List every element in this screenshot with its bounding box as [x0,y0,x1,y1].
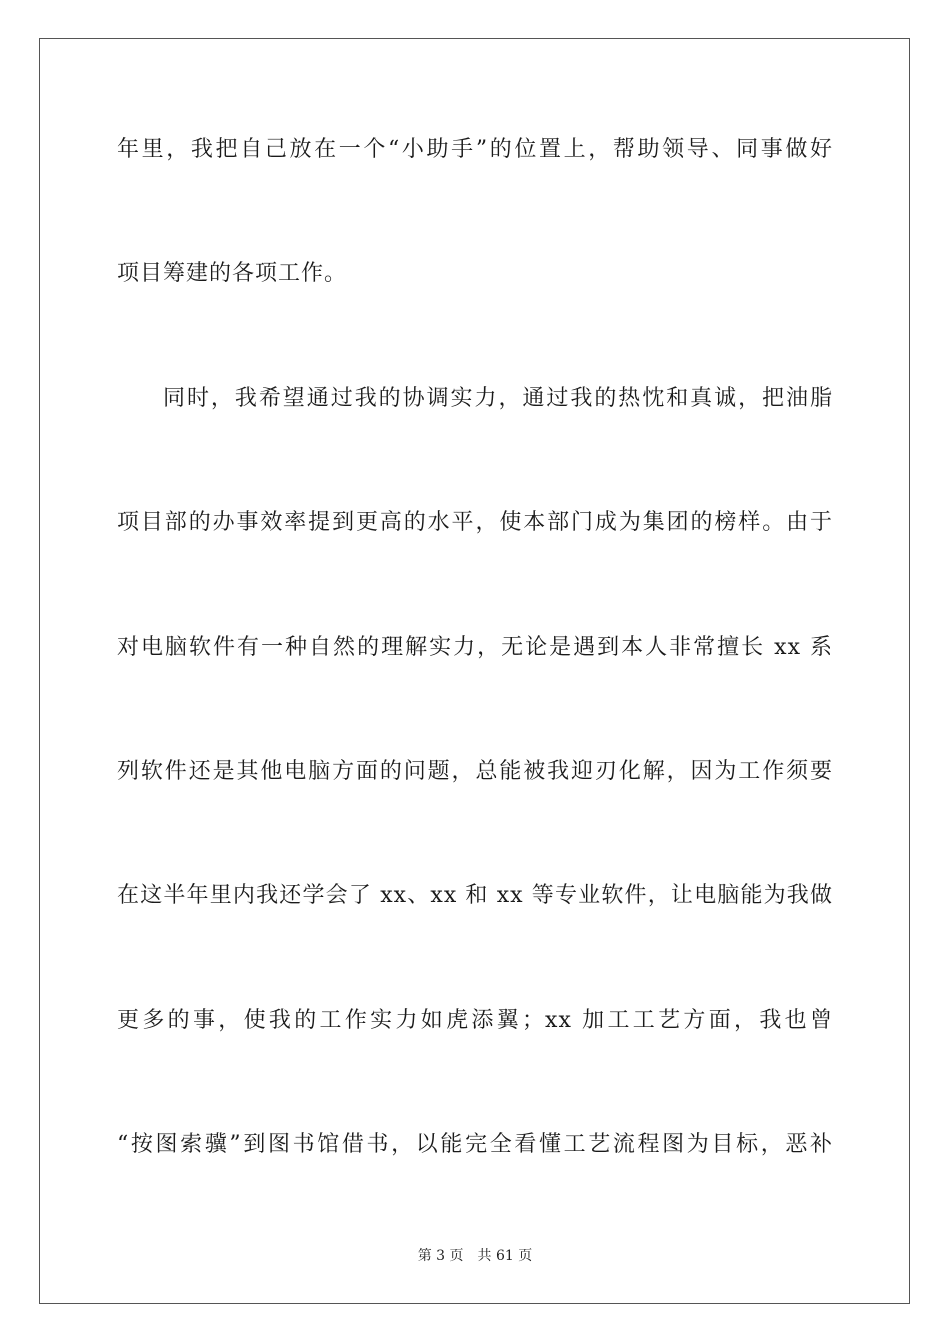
text-line-4: 项目部的办事效率提到更高的水平，使本部门成为集团的榜样。由于 [117,510,833,535]
page-footer [0,1246,950,1266]
text-line-1: 年里，我把自己放在一个“小助手”的位置上，帮助领导、同事做好 [117,137,833,162]
text-line-9: “按图索骥”到图书馆借书，以能完全看懂工艺流程图为目标，恶补 [117,1132,833,1157]
page-border [39,38,910,1304]
text-line-7: 在这半年里内我还学会了 xx、xx 和 xx 等专业软件，让电脑能为我做 [117,883,833,908]
page-number: 第 3 页 [417,1248,464,1264]
text-line-5: 对电脑软件有一种自然的理解实力，无论是遇到本人非常擅长 xx 系 [117,635,833,660]
page-total: 共 61 页 [477,1248,533,1264]
text-line-2: 项目筹建的各项工作。 [117,261,348,286]
text-line-8: 更多的事，使我的工作实力如虎添翼；xx 加工工艺方面，我也曾 [117,1008,833,1033]
text-line-3: 同时，我希望通过我的协调实力，通过我的热忱和真诚，把油脂 [163,386,833,411]
text-line-6: 列软件还是其他电脑方面的问题，总能被我迎刃化解，因为工作须要 [117,759,833,784]
